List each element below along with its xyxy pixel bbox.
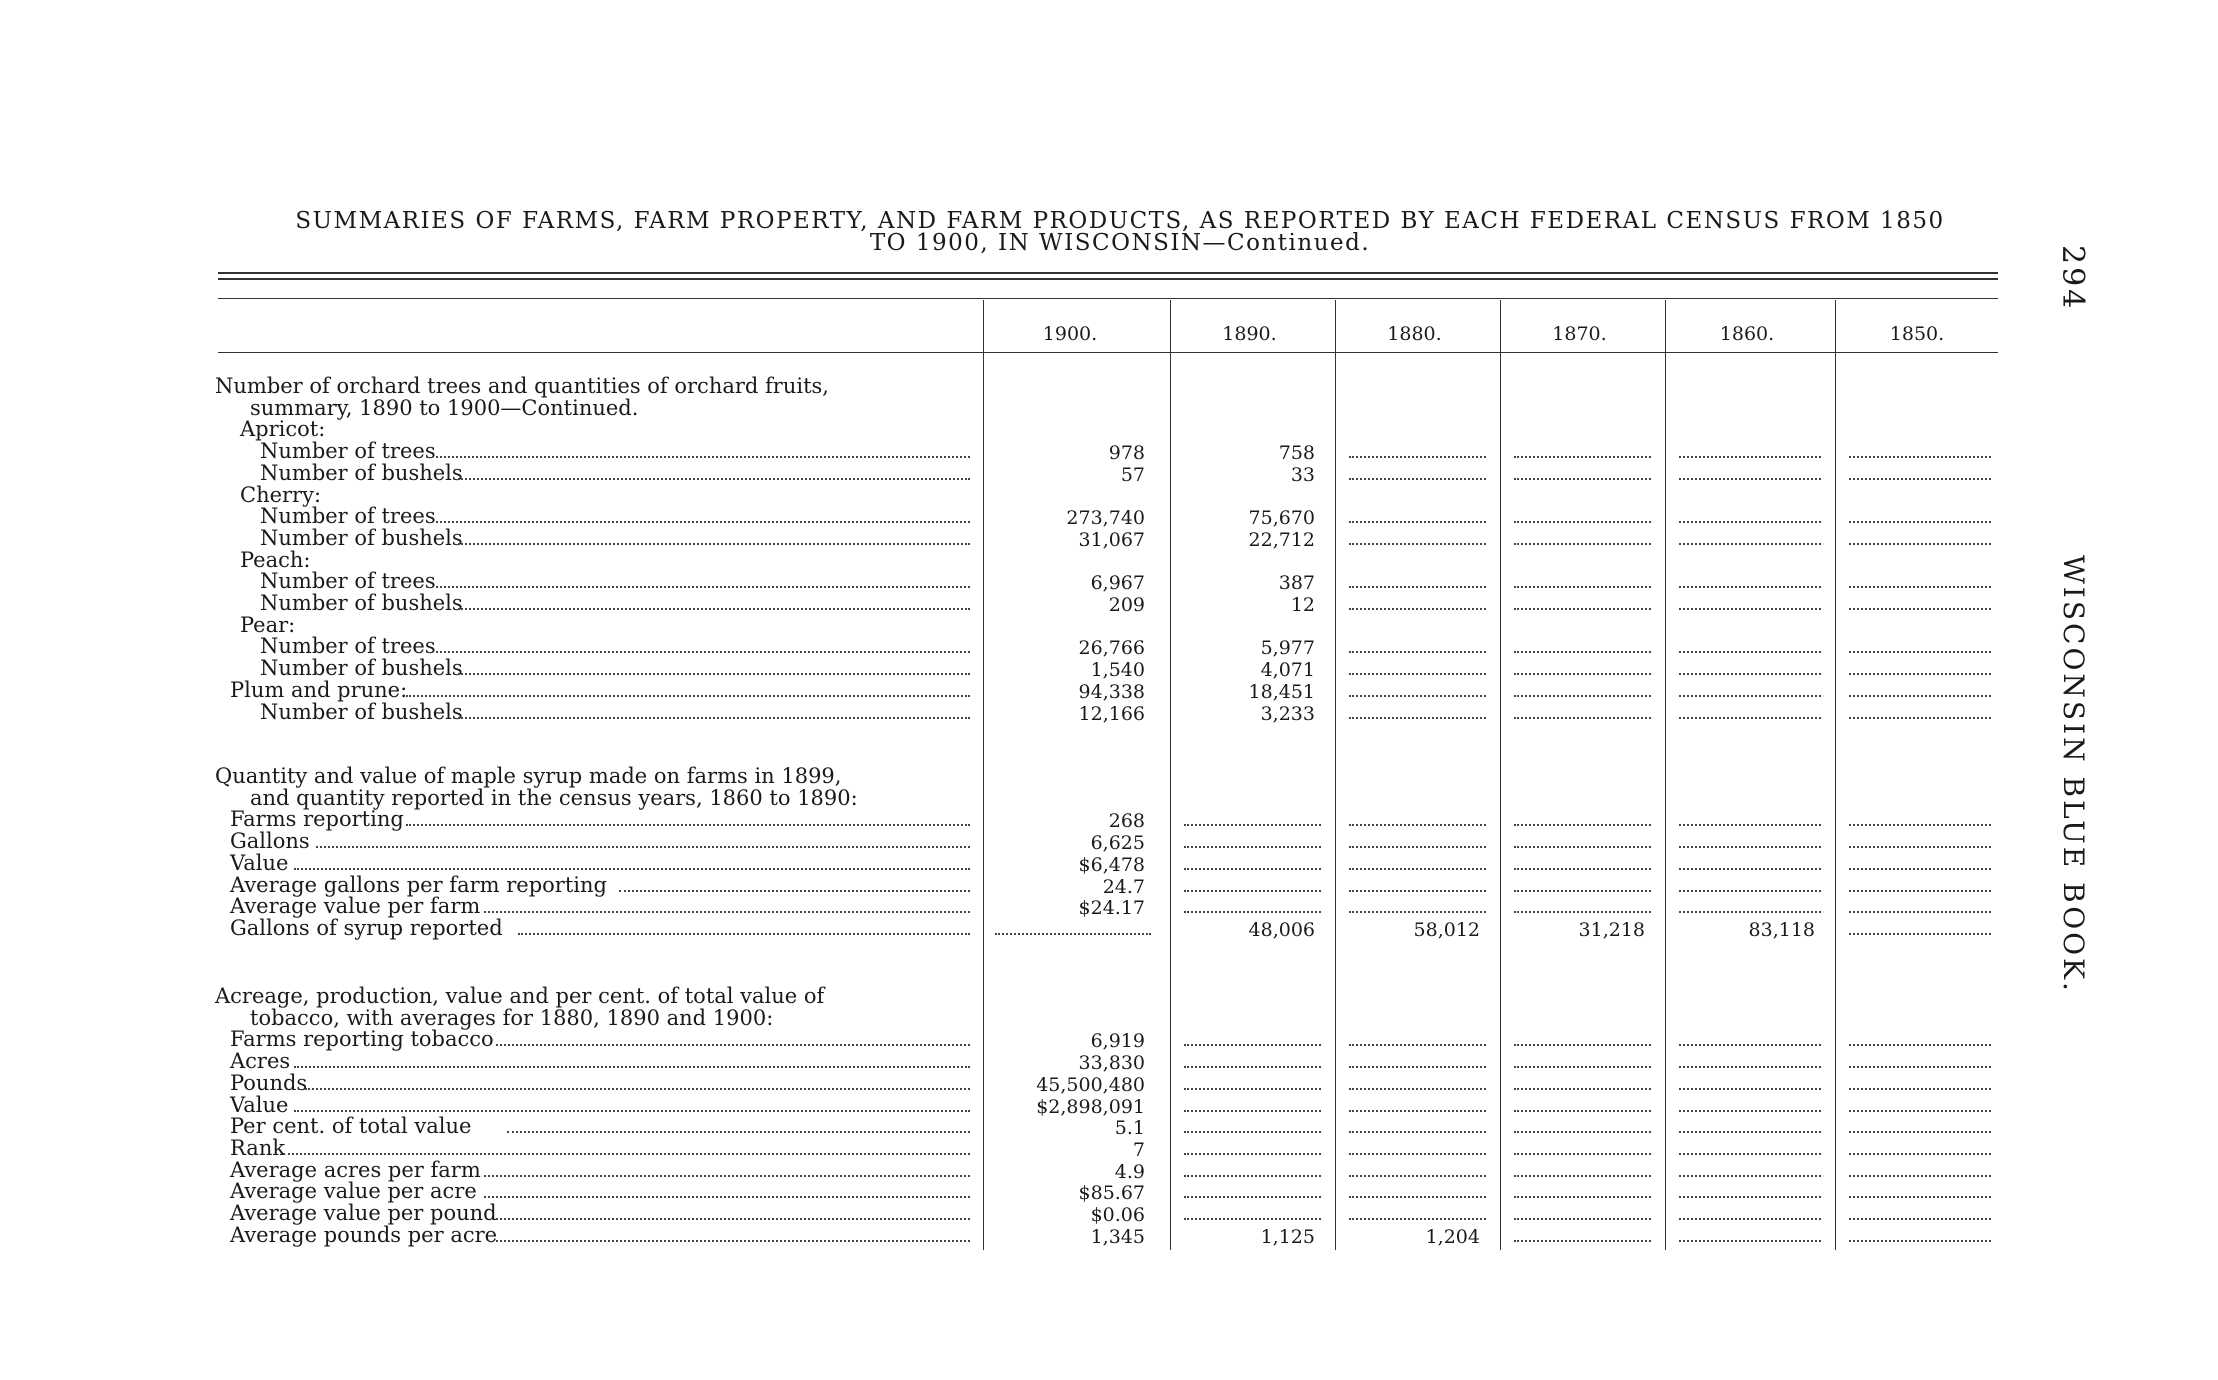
column-rule — [1500, 300, 1501, 1250]
leader-dots — [458, 673, 970, 675]
row-label: Farms reporting — [230, 807, 404, 832]
cell-value: 12,166 — [1078, 702, 1145, 725]
section-heading: Quantity and value of maple syrup made on farms in 1899, — [215, 764, 842, 788]
cell-empty-dots — [1679, 1153, 1821, 1155]
cell-empty-dots — [1349, 608, 1486, 610]
leader-dots — [406, 824, 970, 826]
cell-empty-dots — [1849, 1240, 1991, 1242]
cell-empty-dots — [1184, 846, 1321, 848]
column-header-1900: 1900. — [1042, 323, 1098, 345]
leader-dots — [458, 608, 970, 610]
cell-empty-dots — [1514, 1218, 1651, 1220]
cell-empty-dots — [1514, 868, 1651, 870]
section-heading: and quantity reported in the census years, 1860 to 1890: — [250, 785, 858, 810]
row-label: Pounds — [230, 1070, 308, 1095]
page-number: 294 — [2055, 245, 2090, 312]
cell-empty-dots — [1184, 1175, 1321, 1177]
cell-empty-dots — [1679, 824, 1821, 826]
cell-value: 387 — [1278, 572, 1315, 595]
row-label: Average value per acre — [230, 1179, 477, 1204]
column-header-1860: 1860. — [1719, 323, 1775, 345]
cell-empty-dots — [1514, 1175, 1651, 1177]
cell-empty-dots — [1514, 1240, 1651, 1242]
cell-value: 33,830 — [1078, 1052, 1145, 1075]
section-heading: Acreage, production, value and per cent. of total value of — [215, 984, 825, 1008]
cell-empty-dots — [1184, 1110, 1321, 1112]
cell-empty-dots — [1679, 717, 1821, 719]
cell-empty-dots — [1184, 1088, 1321, 1090]
leader-dots — [496, 1218, 970, 1220]
row-label: Number of bushels — [260, 656, 463, 681]
row-label: Rank — [230, 1135, 286, 1160]
cell-value: 1,345 — [1090, 1225, 1145, 1248]
cell-empty-dots — [1349, 1218, 1486, 1220]
cell-empty-dots — [1349, 1110, 1486, 1112]
cell-empty-dots — [1849, 1218, 1991, 1220]
leader-dots — [507, 1131, 970, 1133]
cell-empty-dots — [1514, 673, 1651, 675]
cell-empty-dots — [1849, 911, 1991, 913]
row-label: Number of bushels — [260, 699, 463, 724]
cell-empty-dots — [1514, 695, 1651, 697]
column-header-1870: 1870. — [1552, 323, 1607, 345]
cell-value: 3,233 — [1260, 702, 1315, 725]
cell-value: 4.9 — [1114, 1160, 1145, 1183]
cell-empty-dots — [1514, 651, 1651, 653]
leader-dots — [305, 1088, 970, 1090]
cell-value: 22,712 — [1248, 528, 1315, 551]
cell-empty-dots — [1849, 478, 1991, 480]
cell-value: 6,967 — [1090, 572, 1145, 595]
cell-value: $0.06 — [1090, 1204, 1145, 1226]
column-rule — [1170, 300, 1171, 1250]
leader-dots — [436, 456, 970, 458]
cell-empty-dots — [1349, 824, 1486, 826]
row-label: Per cent. of total value — [230, 1114, 472, 1139]
cell-value: 1,540 — [1090, 659, 1145, 682]
row-group-label: Cherry: — [240, 482, 322, 507]
cell-empty-dots — [995, 933, 1151, 935]
cell-empty-dots — [1849, 543, 1991, 545]
leader-dots — [294, 1110, 970, 1112]
cell-value: 57 — [1120, 463, 1145, 486]
cell-empty-dots — [1679, 868, 1821, 870]
cell-empty-dots — [1349, 673, 1486, 675]
cell-value: $85.67 — [1078, 1182, 1145, 1205]
cell-empty-dots — [1514, 543, 1651, 545]
cell-empty-dots — [1849, 1131, 1991, 1133]
leader-dots — [496, 1240, 970, 1242]
column-header-1850: 1850. — [1889, 323, 1945, 345]
row-label: Average value per pound — [230, 1201, 497, 1225]
row-label: Farms reporting tobacco — [230, 1027, 494, 1052]
cell-value: 7 — [1132, 1138, 1145, 1161]
cell-empty-dots — [1349, 651, 1486, 653]
cell-value: 1,204 — [1425, 1225, 1480, 1248]
cell-empty-dots — [1349, 1153, 1486, 1155]
leader-dots — [518, 933, 970, 935]
cell-empty-dots — [1349, 695, 1486, 697]
cell-empty-dots — [1514, 1110, 1651, 1112]
cell-empty-dots — [1349, 717, 1486, 719]
leader-dots — [294, 1066, 970, 1068]
cell-empty-dots — [1679, 586, 1821, 588]
cell-empty-dots — [1679, 543, 1821, 545]
top-rule-2 — [218, 278, 1998, 280]
row-label: Plum and prune: — [230, 677, 408, 702]
cell-empty-dots — [1679, 1110, 1821, 1112]
cell-empty-dots — [1849, 1088, 1991, 1090]
cell-empty-dots — [1514, 1044, 1651, 1046]
cell-empty-dots — [1184, 1066, 1321, 1068]
cell-empty-dots — [1349, 868, 1486, 870]
cell-value: 45,500,480 — [1036, 1073, 1145, 1096]
cell-empty-dots — [1184, 1218, 1321, 1220]
cell-empty-dots — [1679, 1218, 1821, 1220]
row-label: Value — [230, 850, 289, 875]
cell-empty-dots — [1184, 1196, 1321, 1198]
row-group-label: Pear: — [240, 612, 296, 637]
header-top-rule — [218, 298, 1998, 299]
cell-empty-dots — [1184, 911, 1321, 913]
leader-dots — [484, 1196, 970, 1198]
row-group-label: Peach: — [240, 547, 311, 572]
cell-value: 48,006 — [1248, 918, 1315, 941]
cell-value: 83,118 — [1748, 918, 1815, 941]
row-group-label: Apricot: — [240, 417, 326, 442]
cell-value: 209 — [1108, 594, 1145, 616]
cell-empty-dots — [1679, 478, 1821, 480]
cell-value: 5.1 — [1114, 1117, 1145, 1140]
cell-empty-dots — [1514, 1088, 1651, 1090]
cell-value: 75,670 — [1248, 507, 1315, 530]
cell-value: 268 — [1108, 810, 1145, 833]
cell-empty-dots — [1849, 868, 1991, 870]
cell-value: 26,766 — [1078, 637, 1145, 660]
cell-empty-dots — [1184, 868, 1321, 870]
cell-empty-dots — [1849, 673, 1991, 675]
cell-value: 24.7 — [1102, 875, 1145, 898]
row-label: Gallons — [230, 829, 310, 854]
title-line-2: TO 1900, IN WISCONSIN—Continued. — [869, 230, 1371, 256]
cell-empty-dots — [1514, 846, 1651, 848]
cell-empty-dots — [1849, 651, 1991, 653]
row-label: Number of bushels — [260, 591, 463, 615]
cell-empty-dots — [1514, 586, 1651, 588]
cell-empty-dots — [1514, 911, 1651, 913]
column-rule — [1835, 300, 1836, 1250]
cell-empty-dots — [1679, 521, 1821, 523]
cell-empty-dots — [1679, 695, 1821, 697]
cell-empty-dots — [1184, 1044, 1321, 1046]
column-rule — [1335, 300, 1336, 1250]
cell-empty-dots — [1349, 543, 1486, 545]
leader-dots — [316, 846, 970, 848]
column-rule — [1665, 300, 1666, 1250]
cell-empty-dots — [1849, 1110, 1991, 1112]
cell-empty-dots — [1514, 1196, 1651, 1198]
leader-dots — [406, 695, 970, 697]
section-heading: Number of orchard trees and quantities of orchard fruits, — [215, 374, 829, 398]
cell-empty-dots — [1184, 824, 1321, 826]
cell-empty-dots — [1349, 1088, 1486, 1090]
leader-dots — [283, 1153, 970, 1155]
cell-empty-dots — [1679, 456, 1821, 458]
cell-empty-dots — [1184, 890, 1321, 892]
cell-value: $24.17 — [1078, 897, 1145, 920]
column-header-1880: 1880. — [1387, 323, 1442, 345]
cell-empty-dots — [1679, 1066, 1821, 1068]
cell-empty-dots — [1349, 846, 1486, 848]
cell-empty-dots — [1514, 1066, 1651, 1068]
section-heading: tobacco, with averages for 1880, 1890 and 1900: — [250, 1005, 774, 1030]
cell-value: 18,451 — [1248, 680, 1315, 703]
cell-empty-dots — [1679, 890, 1821, 892]
row-label: Number of bushels — [260, 460, 463, 485]
row-label: Average value per farm — [230, 894, 481, 919]
cell-empty-dots — [1679, 673, 1821, 675]
cell-empty-dots — [1349, 456, 1486, 458]
cell-empty-dots — [1849, 824, 1991, 826]
cell-value: 978 — [1108, 442, 1145, 465]
cell-empty-dots — [1679, 846, 1821, 848]
cell-empty-dots — [1514, 824, 1651, 826]
column-rule — [983, 300, 984, 1250]
cell-empty-dots — [1679, 651, 1821, 653]
table-title — [220, 210, 2020, 254]
cell-empty-dots — [1514, 717, 1651, 719]
leader-dots — [458, 478, 970, 480]
cell-empty-dots — [1849, 586, 1991, 588]
cell-empty-dots — [1849, 846, 1991, 848]
cell-empty-dots — [1679, 608, 1821, 610]
top-rule — [218, 272, 1998, 274]
cell-empty-dots — [1349, 890, 1486, 892]
row-label: Number of trees — [260, 634, 436, 659]
cell-empty-dots — [1679, 1044, 1821, 1046]
leader-dots — [436, 651, 970, 653]
cell-empty-dots — [1679, 1196, 1821, 1198]
leader-dots — [619, 890, 970, 892]
row-label: Acres — [230, 1049, 291, 1074]
row-label: Gallons of syrup reported — [230, 915, 503, 940]
cell-empty-dots — [1514, 521, 1651, 523]
row-label: Number of trees — [260, 439, 436, 464]
cell-value: 33 — [1290, 463, 1315, 486]
cell-value: 31,067 — [1078, 528, 1145, 551]
row-label: Value — [230, 1092, 289, 1117]
cell-empty-dots — [1184, 1131, 1321, 1133]
cell-value: 1,125 — [1260, 1225, 1315, 1248]
cell-value: $6,478 — [1078, 853, 1145, 876]
cell-value: 758 — [1278, 442, 1315, 465]
cell-empty-dots — [1349, 1196, 1486, 1198]
leader-dots — [484, 911, 970, 913]
cell-value: 273,740 — [1066, 507, 1145, 530]
cell-value: 12 — [1290, 594, 1315, 616]
cell-empty-dots — [1514, 608, 1651, 610]
cell-empty-dots — [1679, 1131, 1821, 1133]
cell-empty-dots — [1849, 717, 1991, 719]
cell-empty-dots — [1349, 521, 1486, 523]
cell-value: $2,898,091 — [1036, 1095, 1145, 1118]
cell-value: 31,218 — [1578, 918, 1645, 941]
cell-empty-dots — [1514, 1153, 1651, 1155]
cell-empty-dots — [1349, 1175, 1486, 1177]
cell-empty-dots — [1849, 1044, 1991, 1046]
row-label: Average pounds per acre — [230, 1222, 498, 1247]
cell-value: 6,625 — [1090, 832, 1145, 855]
column-header-1890: 1890. — [1222, 323, 1277, 345]
row-label: Number of bushels — [260, 525, 463, 550]
cell-value: 6,919 — [1090, 1030, 1145, 1053]
cell-empty-dots — [1349, 478, 1486, 480]
row-label: Average acres per farm — [230, 1157, 481, 1182]
cell-empty-dots — [1679, 911, 1821, 913]
cell-empty-dots — [1679, 1175, 1821, 1177]
cell-empty-dots — [1849, 521, 1991, 523]
leader-dots — [436, 586, 970, 588]
title-line-1: SUMMARIES OF FARMS, FARM PROPERTY, AND FARM PRODUCTS, AS REPORTED BY EACH FEDERAL CENSUS FROM 1850 — [295, 208, 1945, 234]
row-label: Average gallons per farm reporting — [230, 872, 607, 897]
row-label: Number of trees — [260, 569, 436, 594]
cell-value: 5,977 — [1260, 637, 1315, 660]
cell-empty-dots — [1514, 890, 1651, 892]
cell-empty-dots — [1849, 1066, 1991, 1068]
cell-empty-dots — [1849, 890, 1991, 892]
leader-dots — [458, 543, 970, 545]
cell-empty-dots — [1349, 1131, 1486, 1133]
leader-dots — [436, 521, 970, 523]
cell-empty-dots — [1184, 1153, 1321, 1155]
cell-empty-dots — [1514, 478, 1651, 480]
cell-empty-dots — [1849, 933, 1991, 935]
leader-dots — [294, 868, 970, 870]
leader-dots — [496, 1044, 970, 1046]
leader-dots — [484, 1175, 970, 1177]
cell-empty-dots — [1849, 695, 1991, 697]
cell-empty-dots — [1349, 911, 1486, 913]
section-heading: summary, 1890 to 1900—Continued. — [250, 395, 639, 420]
cell-value: 58,012 — [1413, 918, 1480, 941]
cell-empty-dots — [1849, 1175, 1991, 1177]
cell-empty-dots — [1849, 608, 1991, 610]
cell-empty-dots — [1514, 456, 1651, 458]
cell-empty-dots — [1849, 456, 1991, 458]
cell-empty-dots — [1679, 1240, 1821, 1242]
leader-dots — [458, 717, 970, 719]
cell-value: 94,338 — [1078, 680, 1145, 703]
cell-value: 4,071 — [1260, 659, 1315, 682]
cell-empty-dots — [1849, 1153, 1991, 1155]
header-bottom-rule — [218, 352, 1998, 353]
cell-empty-dots — [1349, 1044, 1486, 1046]
running-head: WISCONSIN BLUE BOOK. — [2057, 555, 2090, 994]
cell-empty-dots — [1679, 1088, 1821, 1090]
cell-empty-dots — [1849, 1196, 1991, 1198]
cell-empty-dots — [1514, 1131, 1651, 1133]
cell-empty-dots — [1349, 586, 1486, 588]
cell-empty-dots — [1349, 1066, 1486, 1068]
row-label: Number of trees — [260, 504, 436, 529]
